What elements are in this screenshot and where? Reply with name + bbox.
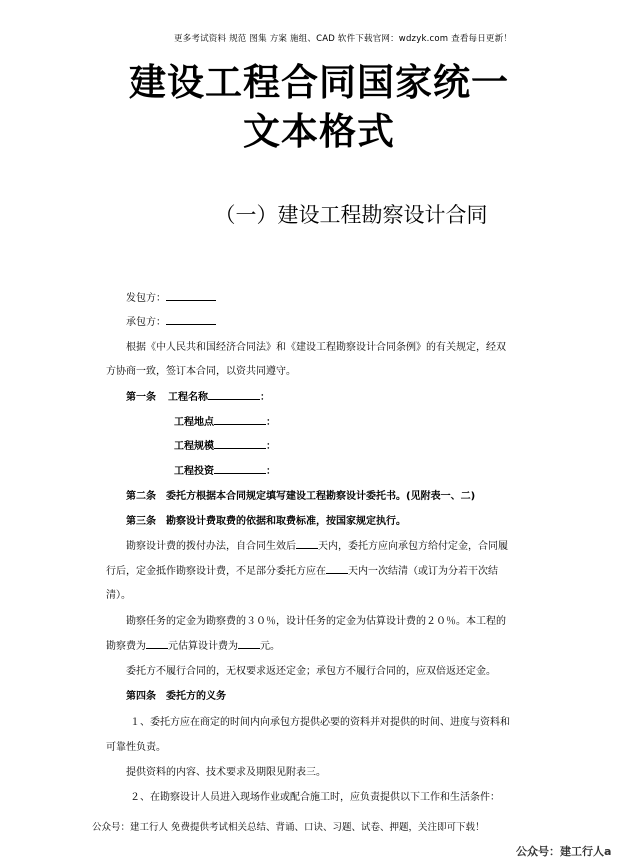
deposit-text-c: 元。 <box>260 641 280 652</box>
deposit-line1: 勘察任务的定金为勘察费的３０％，设计任务的定金为估算设计费的２０％。本工程的 <box>126 616 506 627</box>
colon: ： <box>266 441 276 452</box>
party-a-blank <box>166 291 216 301</box>
party-b-blank <box>166 315 216 325</box>
article1-name-line <box>126 388 270 403</box>
deposit-line2 <box>106 637 280 652</box>
payment-text-d: 天内一次结清（或订为分若干次结 <box>348 566 498 577</box>
colon: ： <box>260 392 270 403</box>
party-a-line <box>126 289 216 304</box>
project-location-line <box>174 413 276 428</box>
survey-fee-blank <box>146 639 168 649</box>
article1-label: 第一条 <box>126 392 156 403</box>
colon: ： <box>266 417 276 428</box>
colon: ： <box>266 466 276 477</box>
document-title-line1: 建设工程合同国家统一 <box>129 61 509 104</box>
project-name-label: 工程名称 <box>168 392 208 403</box>
party-a-label: 发包方： <box>126 293 166 304</box>
payment-line2 <box>106 562 498 577</box>
nonperformance-clause: 委托方不履行合同的，无权要求返还定金；承包方不履行合同的，应双倍返还定金。 <box>126 666 496 677</box>
payment-days-blank <box>296 539 318 549</box>
party-b-line <box>126 313 216 328</box>
payment-line1 <box>126 537 508 552</box>
project-location-label: 工程地点 <box>174 417 214 428</box>
design-fee-blank <box>238 639 260 649</box>
payment-text-b: 天内，委托方应向承包方给付定金，合同履 <box>318 541 508 552</box>
party-b-label: 承包方： <box>126 317 166 328</box>
project-name-blank <box>208 390 260 400</box>
payment-text-c: 行后，定金抵作勘察设计费，不足部分委托方应在 <box>106 566 326 577</box>
article3: 第三条 勘察设计费取费的依据和取费标准，按国家规定执行。 <box>126 516 406 527</box>
intro-line2: 方协商一致，签订本合同，以资共同遵守。 <box>106 366 296 377</box>
duty2-line: ２、在勘察设计人员进入现场作业或配合施工时，应负责提供以下工作和生活条件： <box>130 792 500 803</box>
project-location-blank <box>214 415 266 425</box>
deposit-text-b: 元估算设计费为 <box>168 641 238 652</box>
intro-line1: 根据《中人民共和国经济合同法》和《建设工程勘察设计合同条例》的有关规定，经双 <box>126 342 506 353</box>
project-scale-label: 工程规模 <box>174 441 214 452</box>
deposit-text-a: 勘察费为 <box>106 641 146 652</box>
project-investment-blank <box>214 464 266 474</box>
project-scale-blank <box>214 439 266 449</box>
watermark: 公众号：建工行人a <box>516 845 612 858</box>
settle-days-blank <box>326 564 348 574</box>
payment-line3: 清）。 <box>106 590 131 601</box>
contract-subtitle: （一）建设工程勘察设计合同 <box>214 203 488 227</box>
project-investment-label: 工程投资 <box>174 466 214 477</box>
article2: 第二条 委托方根据本合同规定填写建设工程勘察设计委托书。(见附表一、二) <box>126 491 476 502</box>
project-scale-line <box>174 437 276 452</box>
document-title-line2: 文本格式 <box>243 110 395 153</box>
duty1-line2: 可靠性负责。 <box>106 742 166 753</box>
payment-text-a: 勘察设计费的拨付办法，自合同生效后 <box>126 541 296 552</box>
article4: 第四条 委托方的义务 <box>126 691 226 702</box>
footer-note: 公众号：建工行人 免费提供考试相关总结、背诵、口诀、习题、试卷、押题，关注即可下载！ <box>92 822 485 833</box>
project-investment-line <box>174 462 276 477</box>
header-note: 更多考试资料 规范 图集 方案 施组、CAD 软件下载官网：wdzyk.com 查看每日更新！ <box>174 34 513 44</box>
duty-attachment: 提供资料的内容、技术要求及期限见附表三。 <box>126 767 326 778</box>
duty1-line1: １、委托方应在商定的时间内向承包方提供必要的资料并对提供的时间、进度与资料和 <box>130 717 510 728</box>
